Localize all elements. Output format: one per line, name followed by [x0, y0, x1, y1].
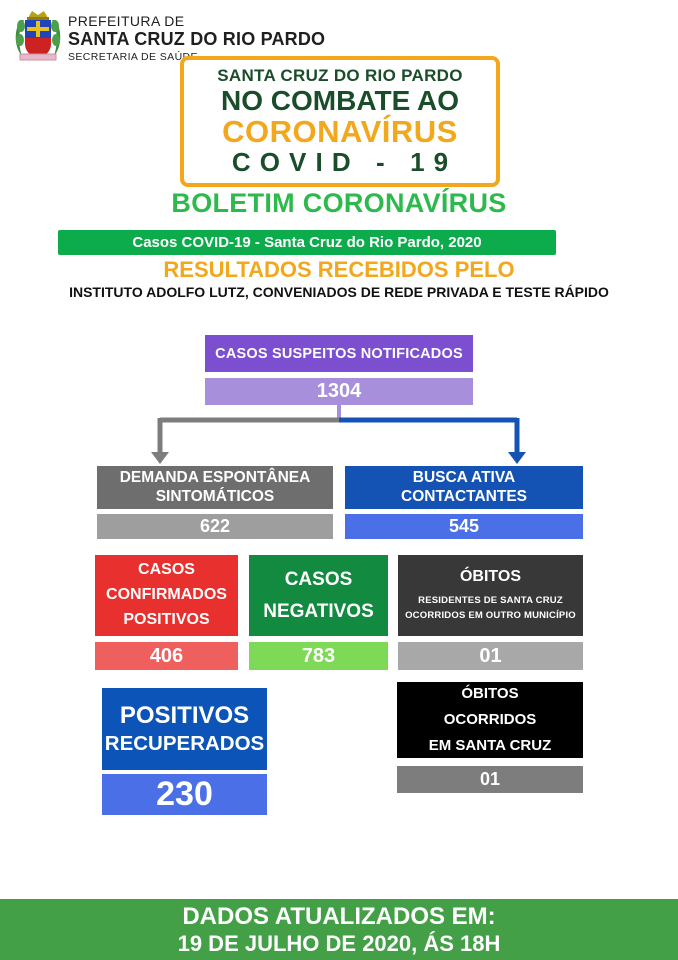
- negativos-line2: NEGATIVOS: [263, 600, 374, 622]
- footer-bar: [0, 899, 678, 960]
- recuperados-line2: RECUPERADOS: [104, 732, 265, 756]
- recuperados-label-box: [102, 688, 267, 770]
- results-source-line2: INSTITUTO ADOLFO LUTZ, CONVENIADOS DE REDE PRIVADA E TESTE RÁPIDO: [69, 284, 609, 300]
- org-prefix: PREFEITURA DE: [68, 13, 185, 29]
- recuperados-line1: POSITIVOS: [119, 702, 250, 730]
- obitos-sc-line1: ÓBITOS: [461, 684, 519, 702]
- confirmados-line3: POSITIVOS: [123, 610, 210, 628]
- negativos-label-box: [249, 555, 388, 636]
- obitos-outro-sub1: RESIDENTES DE SANTA CRUZ: [418, 594, 563, 606]
- recuperados-value-box: 230: [102, 774, 267, 815]
- flow-connector: [0, 405, 678, 467]
- obitos-outro-title: ÓBITOS: [459, 567, 522, 585]
- case-banner: Casos COVID-19 - Santa Cruz do Rio Pardo, 2020: [58, 230, 556, 255]
- demanda-label-line1: DEMANDA ESPONTÂNEA: [119, 468, 311, 486]
- negativos-line1: CASOS: [284, 569, 353, 591]
- confirmados-line2: CONFIRMADOS: [106, 586, 227, 604]
- org-name: SANTA CRUZ DO RIO PARDO: [68, 29, 326, 49]
- busca-label-line2: CONTACTANTES: [401, 487, 527, 505]
- busca-value-box: 545: [345, 514, 583, 539]
- results-source-line1: RESULTADOS RECEBIDOS PELO: [163, 257, 515, 282]
- obitos-sc-line2: OCORRIDOS: [443, 710, 537, 728]
- busca-label-box: [345, 466, 583, 509]
- obitos-outro-label-box: [398, 555, 583, 636]
- confirmados-line1: CASOS: [138, 561, 195, 579]
- coat-of-arms-icon: [12, 6, 64, 64]
- demanda-label-line2: SINTOMÁTICOS: [155, 487, 275, 505]
- obitos-outro-value-box: 01: [398, 642, 583, 670]
- demanda-label-box: [97, 466, 333, 509]
- confirmados-value-box: 406: [95, 642, 238, 670]
- obitos-sc-label-box: [397, 682, 583, 758]
- campaign-coronavirus: CORONAVÍRUS: [222, 113, 458, 149]
- footer-line2: 19 DE JULHO DE 2020, ÁS 18H: [177, 930, 501, 956]
- campaign-city: SANTA CRUZ DO RIO PARDO: [217, 66, 463, 86]
- obitos-sc-line3: EM SANTA CRUZ: [428, 737, 552, 755]
- demanda-value-box: 622: [97, 514, 333, 539]
- campaign-title-box: [180, 56, 500, 187]
- busca-label-line1: BUSCA ATIVA: [412, 468, 516, 486]
- suspects-label-box: CASOS SUSPEITOS NOTIFICADOS: [205, 335, 473, 372]
- obitos-outro-sub2: OCORRIDOS EM OUTRO MUNICÍPIO: [405, 610, 576, 621]
- suspects-value-box: 1304: [205, 378, 473, 405]
- negativos-value-box: 783: [249, 642, 388, 670]
- campaign-slogan: NO COMBATE AO: [221, 85, 459, 117]
- campaign-covid19: COVID - 19: [231, 147, 458, 178]
- footer-line1: DADOS ATUALIZADOS EM:: [182, 903, 496, 931]
- bulletin-title: BOLETIM CORONAVÍRUS: [171, 188, 507, 218]
- confirmados-label-box: [95, 555, 238, 636]
- obitos-sc-value-box: 01: [397, 766, 583, 793]
- org-department: SECRETARIA DE SAÚDE: [68, 51, 198, 63]
